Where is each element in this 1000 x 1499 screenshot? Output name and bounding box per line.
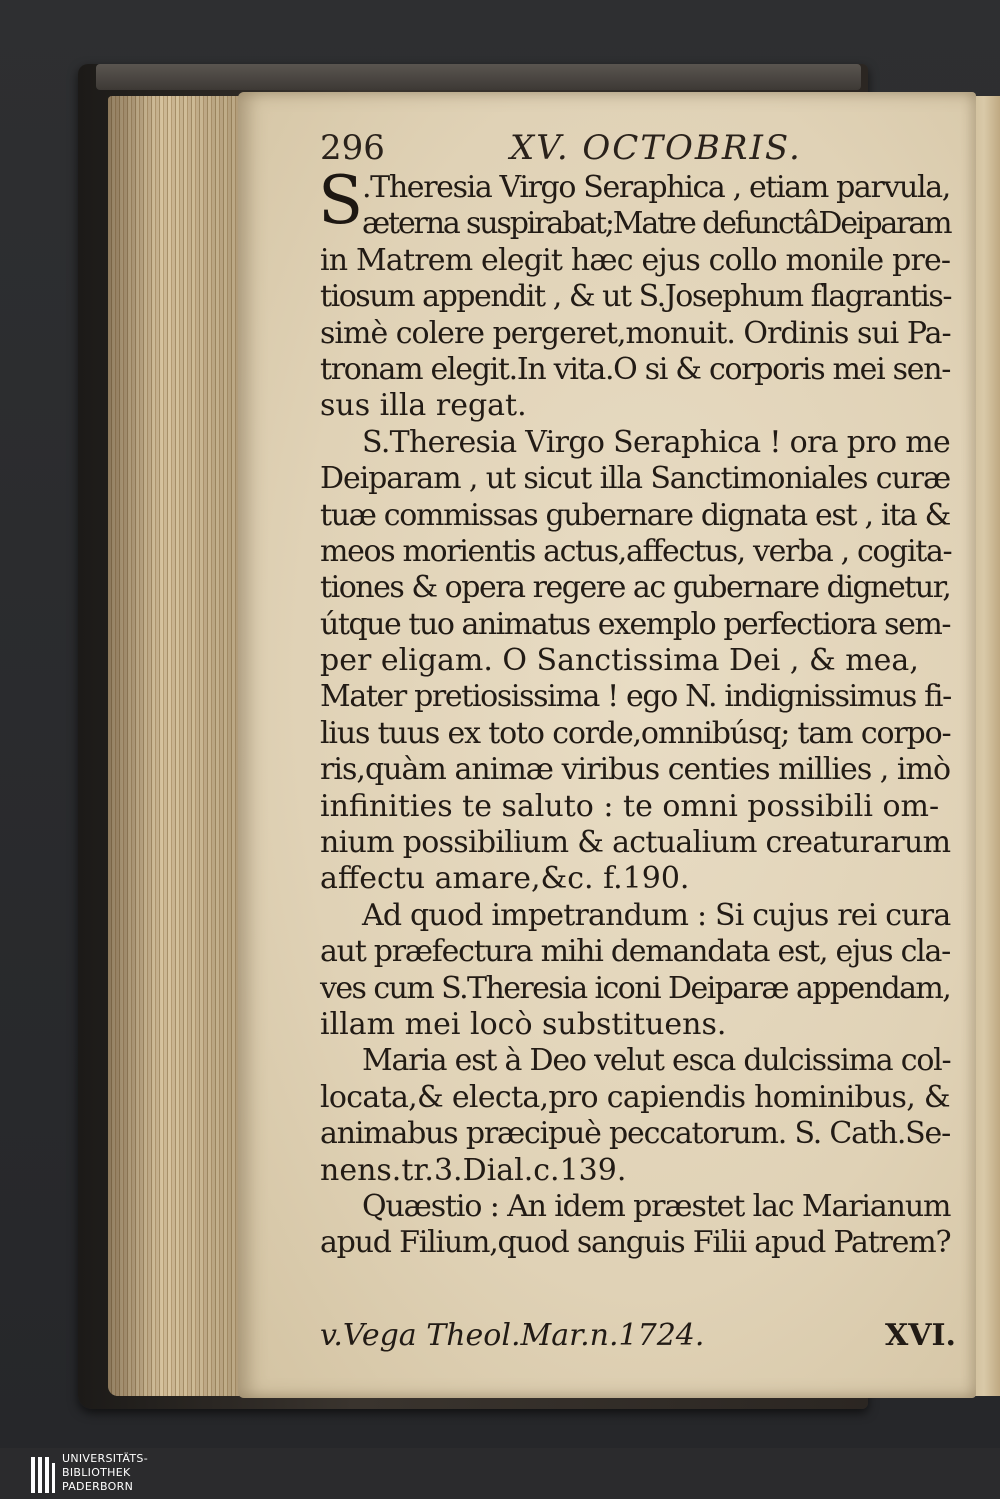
text-line: ves cum S.Theresia iconi Deiparæ appendam,: [320, 970, 951, 1006]
footer-bar: [0, 1448, 1000, 1499]
text-line: aut præfectura mihi demandata est, ejus cla-: [320, 934, 951, 970]
text-line: simè colere pergeret,monuit. Ordinis sui Pa-: [320, 315, 951, 351]
text-line: Mater pretiosissima ! ego N. indignissimus fi-: [320, 679, 951, 715]
text-line: tiones & opera regere ac gubernare dignetur,: [320, 570, 951, 606]
text-line: tuæ commissas gubernare dignata est , ita &: [320, 497, 951, 533]
text-line: nens.tr.3.Dial.c.139.: [320, 1152, 627, 1188]
text-line: .Theresia Virgo Seraphica , etiam parvula,: [362, 170, 950, 205]
drop-cap: S: [318, 162, 364, 239]
text-line: Ad quod impetrandum : Si cujus rei cura: [362, 897, 951, 933]
text-line: tiosum appendit , & ut S.Josephum flagrantis-: [320, 279, 952, 315]
text-line: locata,& electa,pro capiendis hominibus, &: [320, 1079, 950, 1115]
text-line: affectu amare,&c. f.190.: [320, 861, 690, 897]
library-logo-icon: [30, 1453, 56, 1497]
logo-line-1: UNIVERSITÄTS-: [62, 1452, 148, 1465]
text-line: Quæstio : An idem præstet lac Marianum: [362, 1188, 951, 1224]
text-line: in Matrem elegit hæc ejus collo monile pre-: [320, 242, 951, 278]
text-line: Deiparam , ut sicut illa Sanctimoniales curæ: [320, 461, 951, 497]
text-line: apud Filium,quod sanguis Filii apud Patrem?: [320, 1225, 951, 1261]
running-title: XV. OCTOBRIS.: [510, 128, 802, 168]
text-line: tronam elegit.In vita.O si & corporis mei sen-: [320, 351, 951, 387]
text-line: nium possibilium & actualium creaturarum: [320, 825, 951, 861]
catchword: XVI.: [884, 1318, 956, 1353]
citation-reference: v.Vega Theol.Mar.n.1724.: [320, 1318, 705, 1353]
text-line: ris,quàm animæ viribus centies millies , imò: [320, 752, 951, 788]
text-line: animabus præcipuè peccatorum. S. Cath.Se-: [320, 1116, 951, 1152]
text-line: lius tuus ex toto corde,omnibúsq; tam corpo-: [320, 715, 951, 751]
text-line: illam mei locò substituens.: [320, 1006, 727, 1042]
text-line: infinities te saluto : te omni possibili om-: [320, 788, 940, 824]
logo-line-2: BIBLIOTHEK: [62, 1466, 131, 1479]
page-number: 296: [320, 128, 385, 168]
text-line: meos morientis actus,affectus, verba , cogita-: [320, 533, 952, 569]
text-line: æterna suspirabat;Matre defunctâDeiparam: [362, 206, 951, 242]
book-cover-top-edge: [96, 64, 861, 90]
text-line: Maria est à Deo velut esca dulcissima col-: [362, 1043, 951, 1079]
library-logo-text: [62, 1452, 148, 1494]
text-line: sus illa regat.: [320, 388, 527, 424]
text-line: S.Theresia Virgo Seraphica ! ora pro me: [362, 424, 951, 460]
text-line: per eligam. O Sanctissima Dei , & mea,: [320, 643, 919, 679]
page-edge-shadow: [108, 96, 248, 1396]
page-body-text: [318, 162, 952, 1262]
logo-line-3: PADERBORN: [62, 1480, 134, 1493]
page-header: [320, 128, 960, 172]
text-line: útque tuo animatus exemplo perfectiora sem-: [320, 606, 951, 642]
catchline: [320, 1318, 956, 1358]
